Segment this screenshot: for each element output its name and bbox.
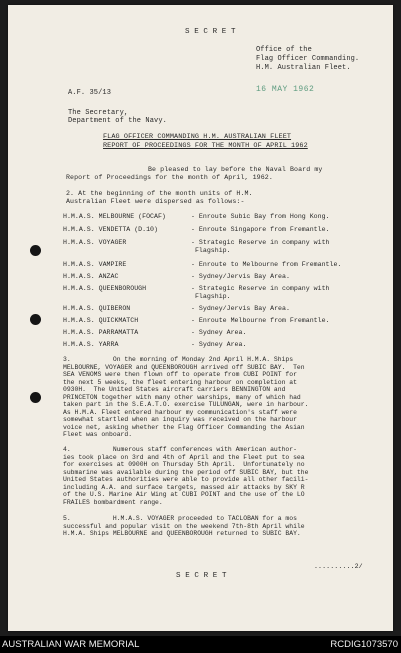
- office-line-3: H.M. Australian Fleet.: [256, 64, 351, 72]
- para2-line-1: 2. At the beginning of the month units of H.M.: [66, 190, 253, 197]
- ship-status: - Enroute Melbourne from Fremantle.: [191, 317, 330, 324]
- para4-line: for exercises at 0900H on Thursday 5th April. Unfortunately no: [63, 461, 305, 468]
- para3-line: MELBOURNE, VOYAGER and QUEENBOROUGH arrived off SUBIC BAY. Ten: [63, 363, 305, 371]
- ship-status: Flagship.: [191, 293, 231, 300]
- para3-line: Fleet was onboard.: [63, 431, 133, 438]
- para4-line: ies took place on 3rd and 4th of April and the Fleet put to sea: [63, 453, 305, 461]
- para5-line: 5. H.M.A.S. VOYAGER proceeded to TACLOBAN for a mos: [63, 515, 297, 522]
- ship-status: - Enroute Singapore from Fremantle.: [191, 226, 330, 233]
- ship-status-cont: [63, 293, 231, 301]
- para4-line: FRAILES bombardment range.: [63, 498, 163, 506]
- para3-line: the next 5 weeks, the fleet entering harbour on completion at: [63, 378, 297, 386]
- ship-row: [63, 239, 330, 247]
- ship-name: H.M.A.S. VENDETTA (D.10): [63, 226, 158, 233]
- punch-hole: [30, 314, 41, 325]
- ship-name: H.M.A.S. QUIBERON: [63, 305, 131, 312]
- office-line-1: Office of the: [256, 46, 312, 54]
- para4-line: submarine was available during the period off SUBIC BAY, but the: [63, 468, 309, 476]
- ship-row: [63, 305, 290, 313]
- ship-row: [63, 226, 330, 234]
- para3-line: SEA VENOMS were then flown off to operate from CUBI POINT for: [63, 371, 297, 378]
- reference-number: A.F. 35/13: [68, 89, 112, 97]
- punch-hole: [30, 245, 41, 256]
- para2-line-2: Australian Fleet were dispersed as follows:-: [66, 198, 245, 205]
- intro-line-2: Report of Proceedings for the month of April, 1962.: [66, 174, 273, 181]
- ship-name: H.M.A.S. QUEENBOROUGH: [63, 285, 147, 292]
- office-line-2: Flag Officer Commanding.: [256, 55, 360, 63]
- ship-row: [63, 329, 246, 337]
- para4-line: including A.A. and surface targets, massed air attacks by SKY R: [63, 483, 305, 491]
- ship-name: H.M.A.S. QUICKMATCH: [63, 317, 139, 324]
- para4-line: of the U.S. Marine Air Wing at CUBI POINT and the use of the LO: [63, 491, 305, 498]
- ship-status: - Strategic Reserve in company with: [191, 239, 330, 246]
- footer-record-id: RCDIG1073570: [330, 639, 398, 650]
- archive-footer: [0, 636, 401, 653]
- ship-row: [63, 285, 330, 293]
- para3-line: voice net, asking whether the Flag Officer Commanding the Asian: [63, 423, 305, 431]
- classification-top: S E C R E T: [185, 28, 236, 36]
- footer-institution: AUSTRALIAN WAR MEMORIAL: [2, 639, 140, 650]
- para4-line: United States authorities were able to provide all other facili-: [63, 476, 309, 483]
- ship-status: - Strategic Reserve in company with: [191, 285, 330, 292]
- para4-line: 4. Numerous staff conferences with American author-: [63, 446, 297, 453]
- ship-status: - Enroute Subic Bay from Hong Kong.: [191, 213, 330, 220]
- ship-status: - Sydney Area.: [191, 329, 247, 336]
- para3-line: PRINCETON together with many other warships, many of which had: [63, 393, 301, 401]
- ship-status: - Sydney/Jervis Bay Area.: [191, 273, 290, 280]
- ship-row: [63, 273, 290, 281]
- ship-name: H.M.A.S. VOYAGER: [63, 239, 127, 246]
- para3-line: As H.M.A. Fleet entered harbour my communication's staff were: [63, 408, 297, 416]
- ship-name: H.M.A.S. YARRA: [63, 341, 119, 348]
- ship-row: [63, 261, 341, 269]
- ship-name: H.M.A.S. ANZAC: [63, 273, 119, 280]
- continuation-marker: ..........2/: [314, 563, 363, 570]
- ship-status: - Sydney Area.: [191, 341, 247, 348]
- ship-status: Flagship.: [191, 247, 231, 254]
- intro-line-1: Be pleased to lay before the Naval Board my: [148, 166, 323, 173]
- date-stamp: 16 MAY 1962: [256, 85, 315, 94]
- ship-name: H.M.A.S. MELBOURNE (FOCAF): [63, 213, 166, 220]
- ship-row: [63, 317, 330, 325]
- addressee-line-1: The Secretary,: [68, 109, 129, 117]
- para5-line: successful and popular visit on the weekend 7th-8th April while: [63, 522, 305, 530]
- addressee-line-2: Department of the Navy.: [68, 117, 167, 125]
- title-line-2: REPORT OF PROCEEDINGS FOR THE MONTH OF APRIL 1962: [103, 142, 308, 150]
- ship-row: [63, 213, 330, 221]
- para3-line: 0930H. The United States aircraft carriers BENNINGTON and: [63, 386, 286, 393]
- ship-status-cont: [63, 247, 231, 255]
- ship-name: H.M.A.S. VAMPIRE: [63, 261, 127, 268]
- ship-status: - Enroute to Melbourne from Fremantle.: [191, 261, 342, 268]
- ship-row: [63, 341, 246, 349]
- title-line-1: FLAG OFFICER COMMANDING H.M. AUSTRALIAN FLEET: [103, 133, 292, 141]
- ship-name: H.M.A.S. PARRAMATTA: [63, 329, 139, 336]
- para3-line: somewhat startled when an inquiry was received on the harbour: [63, 416, 297, 423]
- para5-line: H.M.A. Ships MELBOURNE and QUEENBOROUGH returned to SUBIC BAY.: [63, 530, 301, 537]
- para3-line: taken part in the S.E.A.T.O. exercise TULUNGAN, were in harbour.: [63, 401, 309, 408]
- ship-status: - Sydney/Jervis Bay Area.: [191, 305, 290, 312]
- classification-bottom: S E C R E T: [176, 572, 227, 580]
- punch-hole: [30, 392, 41, 403]
- document-page: [8, 5, 393, 631]
- para3-line: 3. On the morning of Monday 2nd April H.M.A. Ships: [63, 356, 294, 363]
